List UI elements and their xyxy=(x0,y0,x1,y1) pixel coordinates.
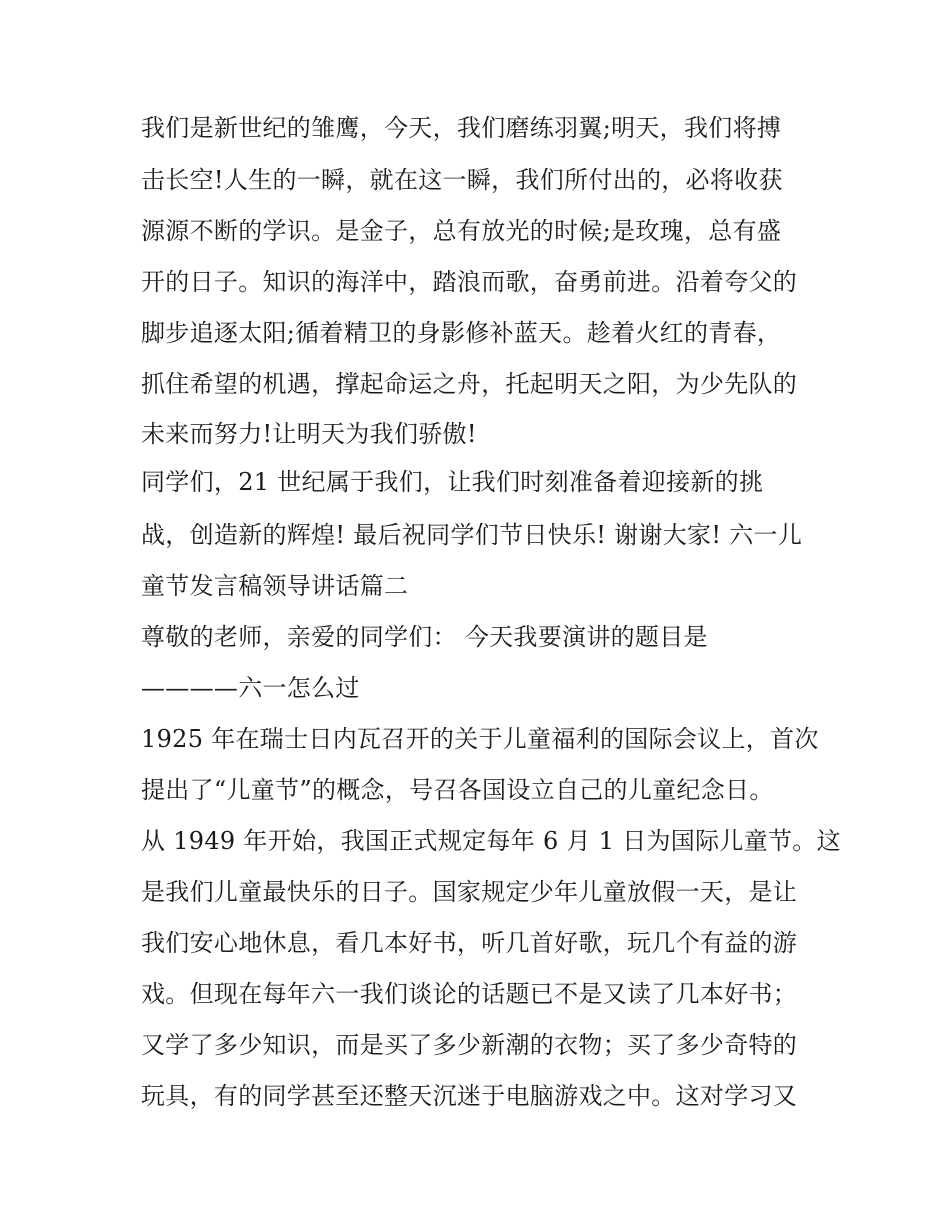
text-line: 我们是新世纪的雏鹰，今天，我们磨练羽翼;明天，我们将搏 xyxy=(141,114,782,142)
text-line: 从 1949 年开始，我国正式规定每年 6 月 1 日为国际儿童节。这 xyxy=(141,827,841,855)
text-line: 童节发言稿领导讲话篇二 xyxy=(141,572,409,600)
text-line: 同学们，21 世纪属于我们，让我们时刻准备着迎接新的挑 xyxy=(141,468,764,496)
text-line: 未来而努力!让明天为我们骄傲! xyxy=(141,420,477,448)
text-line: 又学了多少知识，而是买了多少新潮的衣物；买了多少奇特的 xyxy=(141,1031,798,1059)
text-line: ————六一怎么过 xyxy=(141,674,360,702)
text-line: 抓住希望的机遇，撑起命运之舟，托起明天之阳，为少先队的 xyxy=(141,370,798,398)
text-line: 击长空!人生的一瞬，就在这一瞬，我们所付出的，必将收获 xyxy=(141,166,783,194)
text-line: 开的日子。知识的海洋中，踏浪而歌，奋勇前进。沿着夸父的 xyxy=(141,268,798,296)
text-line: 提出了“儿童节”的概念，号召各国设立自己的儿童纪念日。 xyxy=(141,776,774,804)
text-line: 脚步追逐太阳;循着精卫的身影修补蓝天。趁着火红的青春， xyxy=(141,319,782,347)
text-line: 戏。但现在每年六一我们谈论的话题已不是又读了几本好书； xyxy=(141,980,798,1008)
text-line: 战，创造新的辉煌! 最后祝同学们节日快乐! 谢谢大家! 六一儿 xyxy=(141,521,803,549)
text-line: 是我们儿童最快乐的日子。国家规定少年儿童放假一天，是让 xyxy=(141,878,798,906)
text-line: 我们安心地休息，看几本好书，听几首好歌，玩几个有益的游 xyxy=(141,929,798,957)
text-line: 尊敬的老师，亲爱的同学们： 今天我要演讲的题目是 xyxy=(141,623,708,651)
text-line: 源源不断的学识。是金子，总有放光的时候;是玫瑰，总有盛 xyxy=(141,217,782,245)
text-line: 玩具，有的同学甚至还整天沉迷于电脑游戏之中。这对学习又 xyxy=(141,1082,798,1110)
text-line: 1925 年在瑞士日内瓦召开的关于儿童福利的国际会议上，首次 xyxy=(141,725,819,753)
